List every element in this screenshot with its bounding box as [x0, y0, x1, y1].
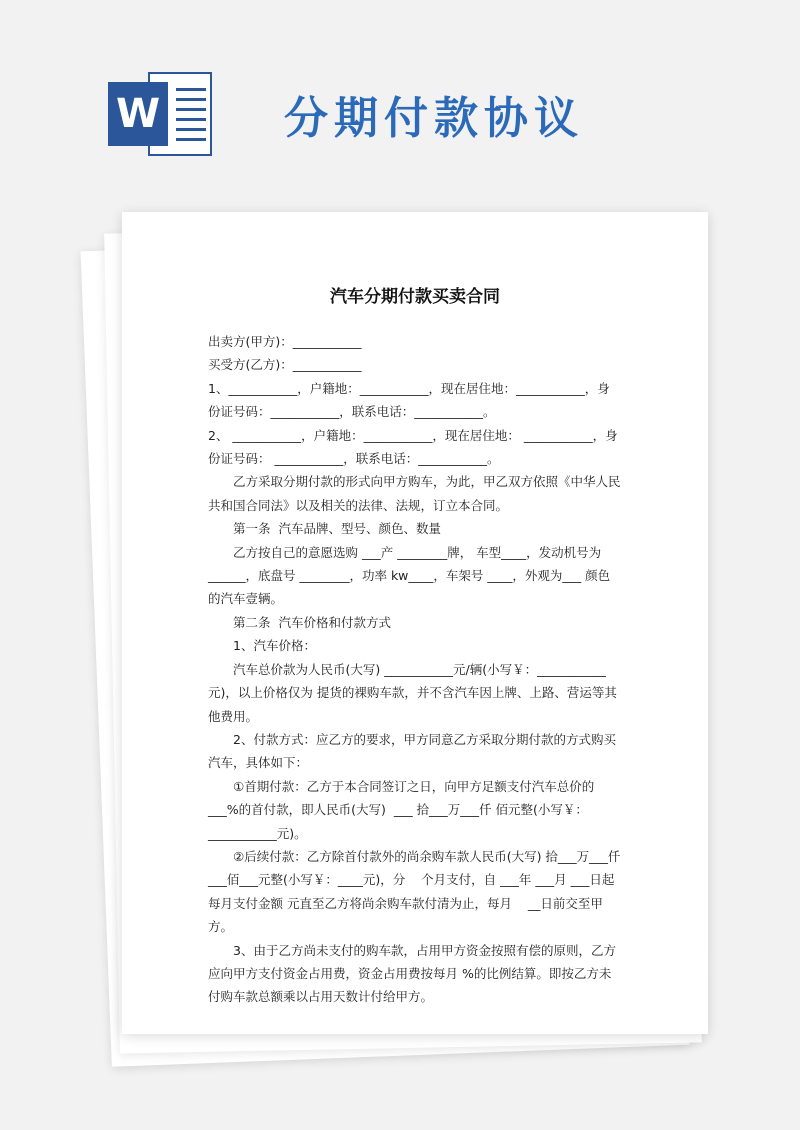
- contract-paragraph: 1、汽车价格：: [233, 638, 316, 654]
- contract-paragraph: 2、 ___________，户籍地：___________，现在居住地： ___________，身份证号码： ___________，联系电话：___________。: [208, 427, 618, 467]
- word-document-icon: [108, 68, 214, 160]
- contract-paragraph: 1、___________，户籍地：___________，现在居住地：___________，身份证号码：___________，联系电话：___________。: [208, 380, 610, 420]
- contract-paragraph: ②后续付款：乙方除首付款外的尚余购车款人民币(大写) 拾___万___仟___佰___元整(小写￥：____元)，分 个月支付，自 ___年 ___月 ___日起每月支付金额 元直至乙方将尚余购车款付清为止，每月 __日前交至甲方。: [208, 848, 621, 935]
- contract-paragraph: 出卖方(甲方)：___________: [208, 334, 362, 349]
- contract-paragraph: 乙方采取分期付款的形式向甲方购车，为此，甲乙双方依照《中华人民共和国合同法》以及相关的法律、法规，订立本合同。: [208, 474, 621, 513]
- contract-paragraph: 2、付款方式：应乙方的要求，甲方同意乙方采取分期付款的方式购买汽车，具体如下：: [208, 731, 616, 771]
- contract-paragraph: 乙方按自己的意愿选购 ___产 ________牌， 车型____，发动机号为______，底盘号 ________，功率 kw____，车架号 ____，外观为___ 颜色的汽车壹辆。: [208, 544, 611, 607]
- page-title: 分期付款协议: [284, 93, 584, 144]
- contract-paragraph: 买受方(乙方)：___________: [208, 357, 362, 373]
- contract-paragraph: 第一条 汽车品牌、型号、颜色、数量: [233, 521, 441, 537]
- contract-paragraph: 第二条 汽车价格和付款方式: [233, 614, 391, 630]
- contract-title: 汽车分期付款买卖合同: [330, 287, 500, 307]
- document-page: [122, 212, 708, 1034]
- contract-paragraph: 3、由于乙方尚未支付的购车款，占用甲方资金按照有偿的原则，乙方应向甲方支付资金占用费，资金占用费按每月 %的比例结算。即按乙方未付购车款总额乘以占用天数计付给甲方。: [208, 942, 616, 1005]
- word-letter-badge: W: [108, 82, 168, 146]
- contract-paragraph: 汽车总价款为人民币(大写) ___________元/辆(小写￥：___________元)，以上价格仅为 提货的裸购车款，并不含汽车因上牌、上路、营运等其他费用。: [208, 661, 617, 724]
- contract-paragraph: ①首期付款：乙方于本合同签订之日，向甲方足额支付汽车总价的 ___%的首付款，即人民币(大写) ___ 拾___万___仟 佰元整(小写￥：___________元)。: [208, 778, 603, 841]
- contract-body: [208, 330, 622, 1009]
- header: [0, 0, 800, 200]
